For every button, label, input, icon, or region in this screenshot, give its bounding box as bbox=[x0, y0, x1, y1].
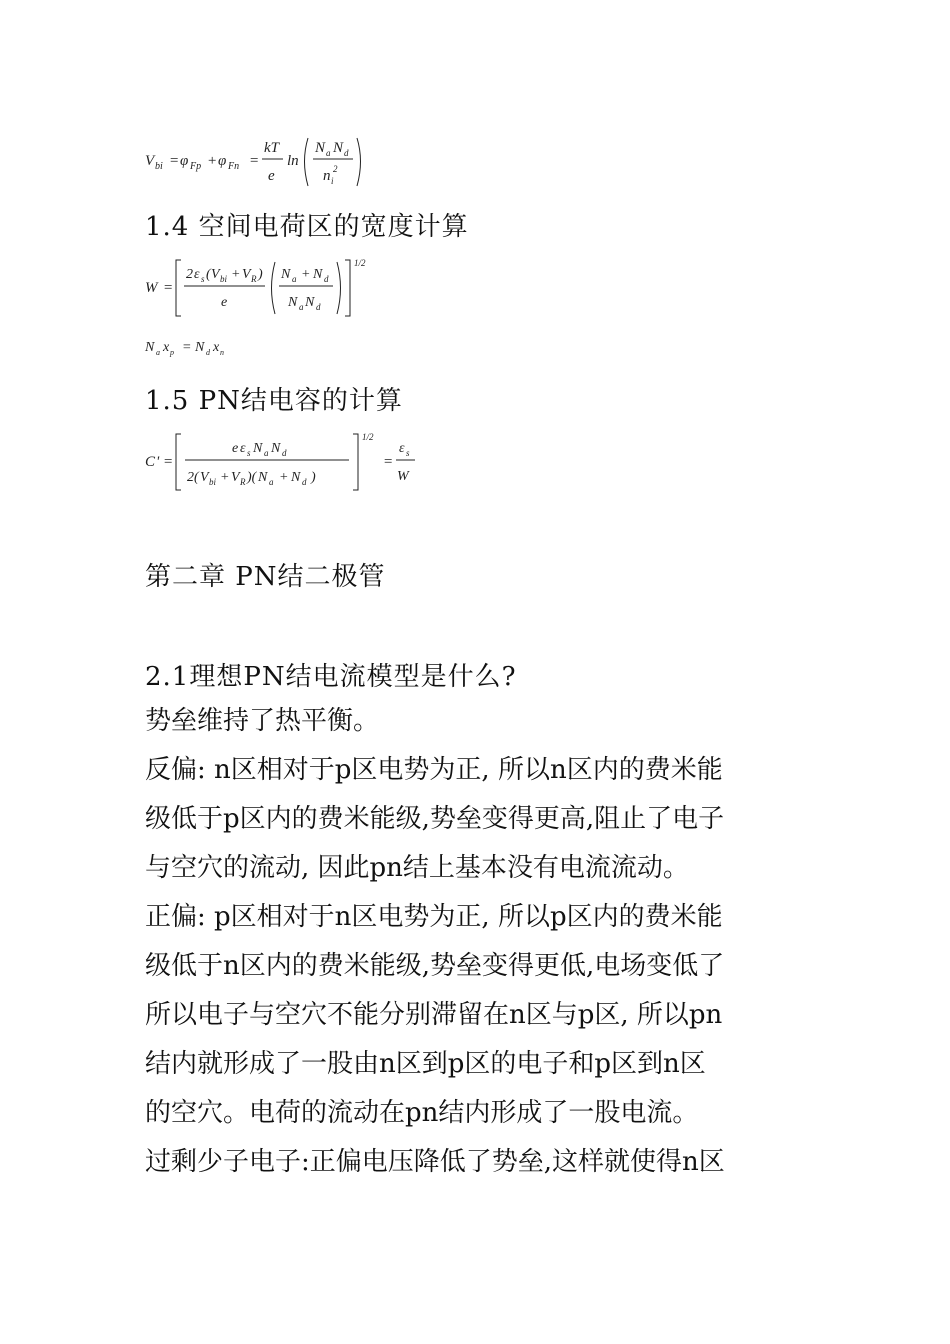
svg-text:N: N bbox=[253, 441, 263, 456]
svg-text:+: + bbox=[301, 267, 311, 282]
svg-text:N: N bbox=[315, 140, 326, 156]
svg-text:=: = bbox=[169, 153, 180, 169]
svg-text:2: 2 bbox=[186, 267, 193, 282]
svg-text:+: + bbox=[207, 153, 218, 169]
formula-junction-capacitance bbox=[145, 428, 445, 494]
svg-text:a: a bbox=[299, 302, 304, 312]
svg-text:Fp: Fp bbox=[190, 161, 202, 172]
svg-text:p: p bbox=[170, 348, 174, 357]
svg-text:=: = bbox=[383, 454, 394, 470]
body-line: 结内就形成了一股由n区到p区的电子和p区到n区 bbox=[145, 1049, 706, 1079]
svg-text:d: d bbox=[206, 348, 210, 357]
svg-text:φ: φ bbox=[218, 153, 227, 169]
section-heading-1-4: 1.4 空间电荷区的宽度计算 bbox=[145, 212, 469, 242]
svg-text:ln: ln bbox=[287, 153, 299, 169]
svg-text:R: R bbox=[240, 477, 246, 487]
question-heading-2-1: 2.1理想PN结电流模型是什么? bbox=[145, 662, 517, 692]
svg-text:d: d bbox=[324, 274, 329, 284]
svg-text:=: = bbox=[163, 454, 174, 470]
formula-built-in-potential bbox=[145, 130, 405, 192]
svg-text:(: ( bbox=[206, 267, 211, 282]
svg-text:e: e bbox=[268, 168, 275, 184]
body-line: 与空穴的流动, 因此pn结上基本没有电流流动。 bbox=[145, 853, 689, 883]
body-line: 级低于n区内的费米能级,势垒变得更低,电场变低了 bbox=[145, 951, 725, 981]
svg-text:C: C bbox=[145, 454, 156, 470]
svg-text:): ) bbox=[258, 267, 263, 282]
body-line: 级低于p区内的费米能级,势垒变得更高,阻止了电子 bbox=[145, 804, 725, 834]
svg-text:N: N bbox=[145, 340, 155, 355]
body-line: 的空穴。电荷的流动在pn结内形成了一股电流。 bbox=[145, 1098, 699, 1128]
svg-text:Fn: Fn bbox=[228, 161, 240, 172]
svg-text:a: a bbox=[269, 477, 274, 487]
svg-text:)(: )( bbox=[247, 470, 257, 485]
svg-text:e: e bbox=[221, 295, 228, 310]
svg-text:N: N bbox=[288, 295, 298, 310]
svg-text:1/2: 1/2 bbox=[354, 258, 366, 268]
svg-text:bi: bi bbox=[220, 274, 228, 284]
svg-text:+: + bbox=[231, 267, 241, 282]
svg-text:d: d bbox=[302, 477, 307, 487]
svg-text:R: R bbox=[251, 274, 257, 284]
svg-text:V: V bbox=[211, 267, 220, 282]
svg-text:V: V bbox=[231, 470, 240, 485]
svg-text:=: = bbox=[182, 340, 192, 355]
svg-text:N: N bbox=[291, 470, 301, 485]
svg-text:ε: ε bbox=[240, 441, 246, 456]
svg-text:+: + bbox=[220, 470, 230, 485]
svg-text:bi: bi bbox=[209, 477, 217, 487]
svg-text:ε: ε bbox=[194, 267, 200, 282]
svg-text:d: d bbox=[344, 148, 349, 158]
body-line: 过剩少子电子:正偏电压降低了势垒,这样就使得n区 bbox=[145, 1147, 725, 1177]
body-line: 反偏: n区相对于p区电势为正, 所以n区内的费米能 bbox=[145, 755, 723, 785]
body-text bbox=[145, 697, 815, 1187]
svg-text:N: N bbox=[195, 340, 205, 355]
svg-text:N: N bbox=[305, 295, 315, 310]
svg-text:s: s bbox=[406, 448, 410, 458]
svg-text:': ' bbox=[156, 454, 160, 470]
svg-text:x: x bbox=[163, 340, 170, 355]
svg-text:1/2: 1/2 bbox=[362, 432, 374, 442]
svg-text:N: N bbox=[333, 140, 344, 156]
svg-text:a: a bbox=[292, 274, 297, 284]
svg-text:n: n bbox=[323, 168, 331, 184]
svg-text:s: s bbox=[201, 274, 205, 284]
body-line: 正偏: p区相对于n区电势为正, 所以p区内的费米能 bbox=[145, 902, 723, 932]
svg-text:W: W bbox=[145, 280, 158, 296]
svg-text:N: N bbox=[258, 470, 268, 485]
body-line: 所以电子与空穴不能分别滞留在n区与p区, 所以pn bbox=[145, 1000, 723, 1030]
section-heading-1-5: 1.5 PN结电容的计算 bbox=[145, 386, 403, 416]
svg-text:V: V bbox=[242, 267, 251, 282]
svg-text:=: = bbox=[249, 153, 260, 169]
svg-text:N: N bbox=[281, 267, 291, 282]
svg-text:W: W bbox=[397, 469, 409, 484]
chapter-heading-2: 第二章 PN结二极管 bbox=[145, 562, 386, 592]
svg-text:kT: kT bbox=[264, 140, 279, 156]
svg-text:ε: ε bbox=[399, 441, 405, 456]
svg-text:n: n bbox=[220, 348, 224, 357]
svg-text:N: N bbox=[271, 441, 281, 456]
svg-text:e: e bbox=[232, 441, 239, 456]
svg-text:d: d bbox=[282, 448, 287, 458]
svg-text:s: s bbox=[247, 448, 251, 458]
formula-depletion-width bbox=[145, 254, 445, 320]
svg-text:a: a bbox=[156, 348, 160, 357]
svg-text:i: i bbox=[331, 176, 334, 186]
svg-text:V: V bbox=[145, 153, 155, 169]
svg-text:N: N bbox=[313, 267, 323, 282]
svg-text:2: 2 bbox=[333, 164, 338, 174]
body-line: 势垒维持了热平衡。 bbox=[145, 706, 380, 736]
svg-text:+: + bbox=[279, 470, 289, 485]
svg-text:x: x bbox=[213, 340, 220, 355]
svg-text:d: d bbox=[316, 302, 321, 312]
svg-text:2(: 2( bbox=[187, 470, 199, 485]
svg-text:=: = bbox=[163, 280, 174, 296]
formula-charge-balance bbox=[145, 334, 285, 362]
svg-text:): ) bbox=[311, 470, 316, 485]
svg-text:bi: bi bbox=[155, 161, 163, 172]
svg-text:φ: φ bbox=[180, 153, 189, 169]
svg-text:V: V bbox=[200, 470, 209, 485]
svg-text:a: a bbox=[264, 448, 269, 458]
svg-text:a: a bbox=[326, 148, 331, 158]
